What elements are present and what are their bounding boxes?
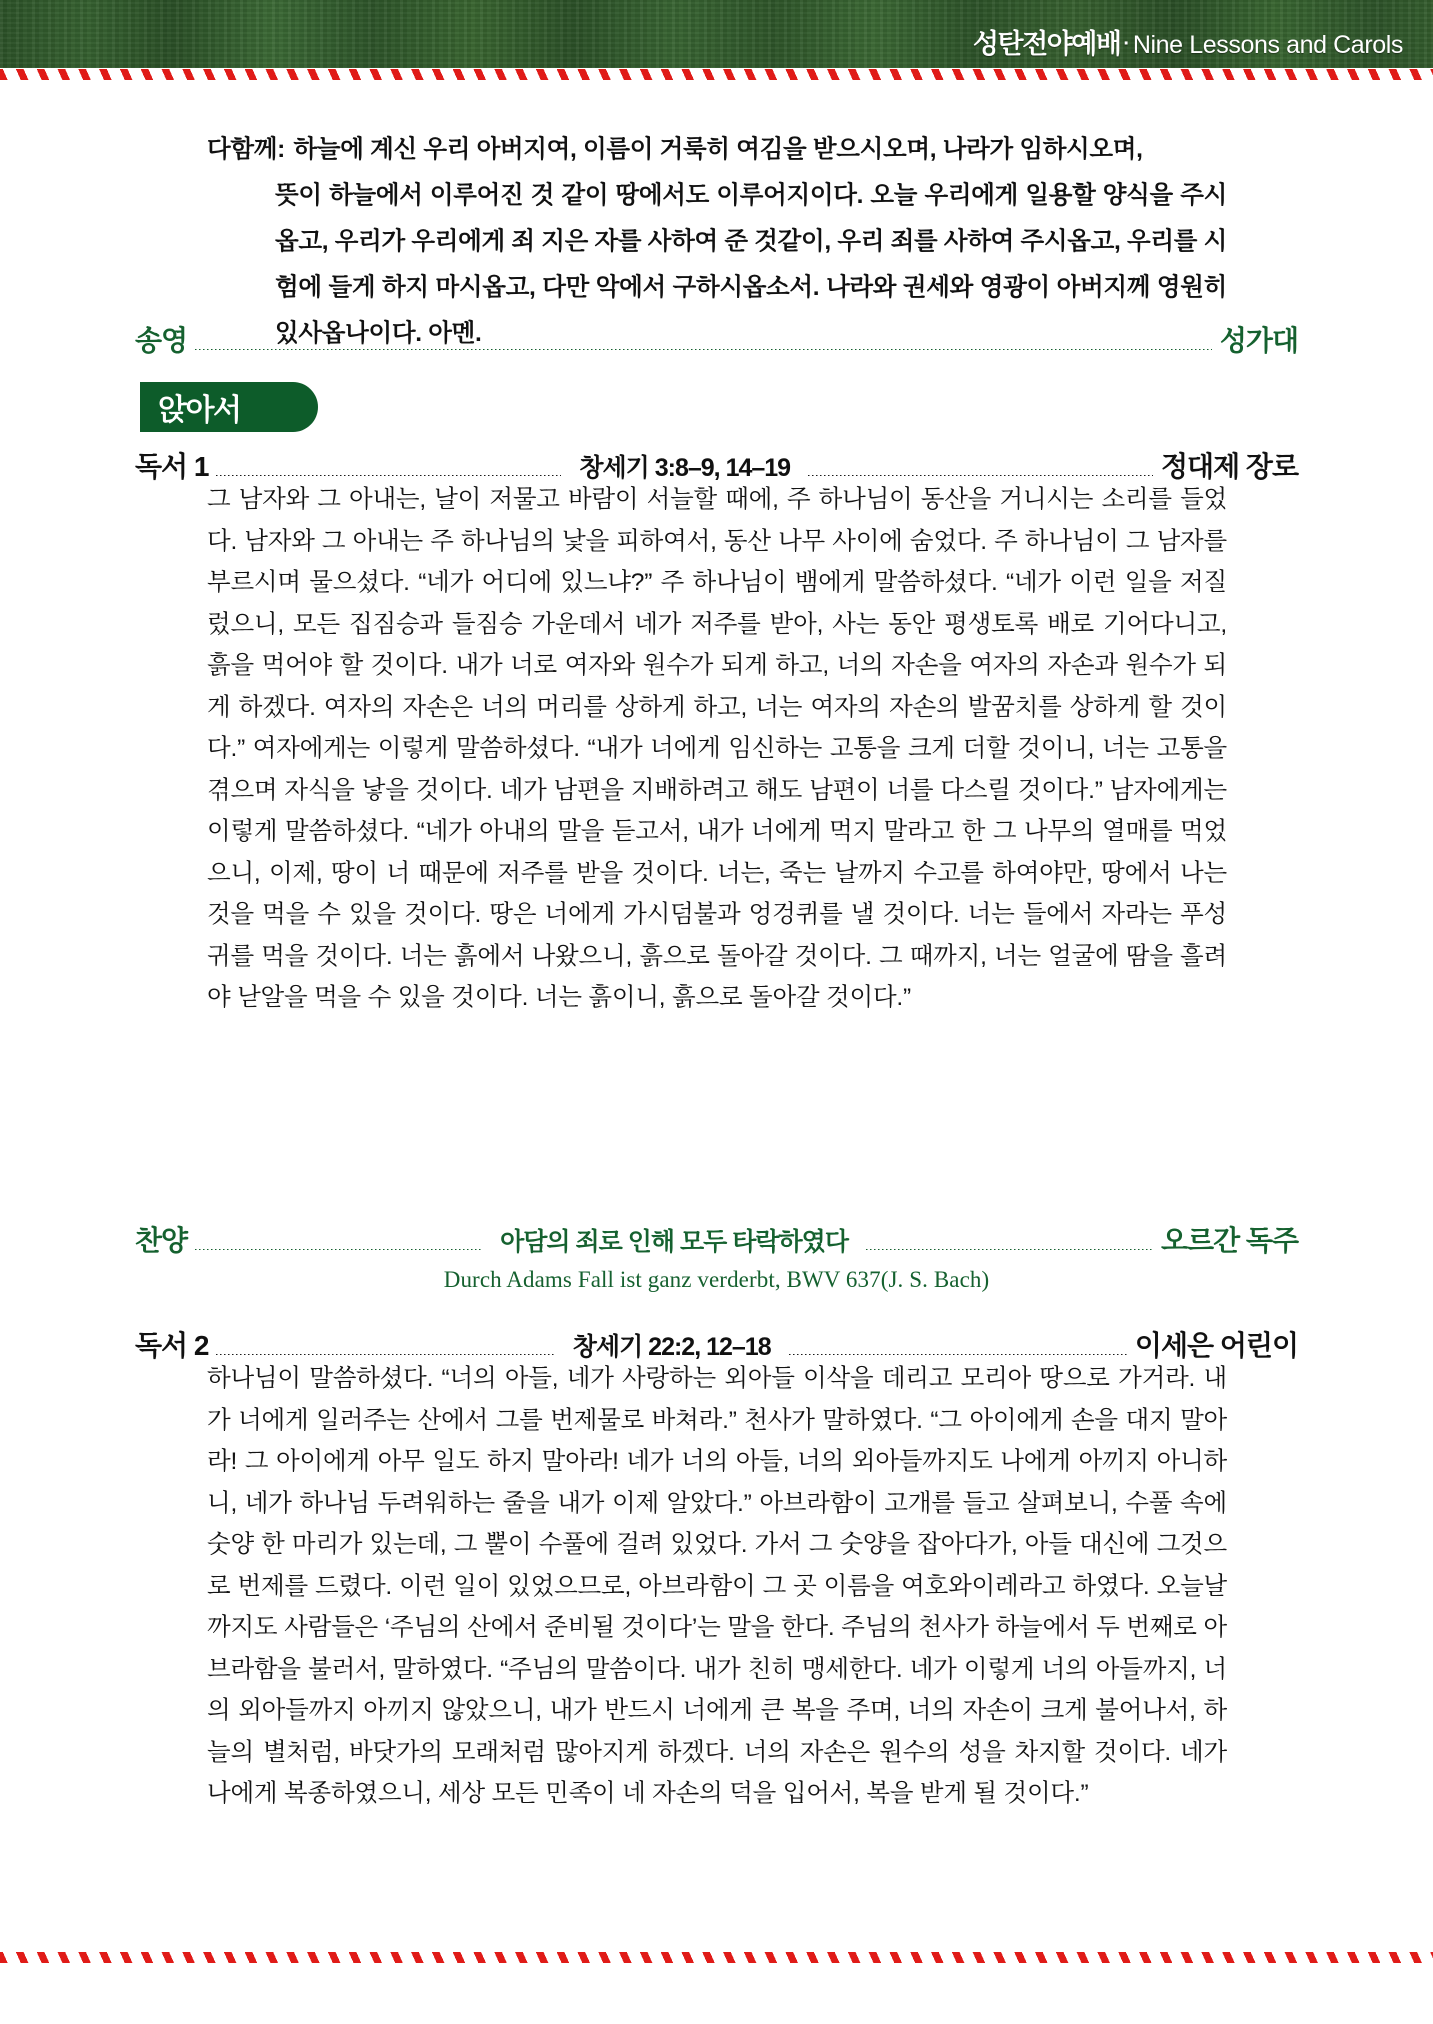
lesson1-scripture-text: 그 남자와 그 아내는, 날이 저물고 바람이 서늘할 때에, 주 하나님이 동산을 거니시는 소리를 들었다. 남자와 그 아내는 주 하나님의 낯을 피하여서, 동산 나무 사이에 숨었다. 주 하나님이 그 남자를 부르시며 물으셨다. “네가 어디에 있느냐?” 주 하나님이 뱀에게 말씀하셨다. “네가 이런 일을 저질렀으니, 모든 집짐승과 들짐승 가운데서 네가 저주를 받아, 사는 동안 평생토록 배로 기어다니고, 흙을 먹어야 할 것이다. 내가 너로 여자와 원수가 되게 하고, 너의 자손을 여자의 자손과 원수가 되게 하겠다. 여자의 자손은 너의 머리를 상하게 하고, 너는 여자의 자손의 발꿈치를 상하게 할 것이다.” 여자에게는 이렇게 말씀하셨다. “내가 너에게 임신하는 고통을 크게 더할 것이니, 너는 고통을 겪으며 자식을 낳을 것이다. 네가 남편을 지배하려고 해도 남편이 너를 다스릴 것이다.” 남자에게는 이렇게 말씀하셨다. “네가 아내의 말을 듣고서, 내가 너에게 먹지 말라고 한 그 나무의 열매를 먹었으니, 이제, 땅이 너 때문에 저주를 받을 것이다. 너는, 죽는 날까지 수고를 하여야만, 땅에서 나는 것을 먹을 수 있을 것이다. 땅은 너에게 가시덤불과 엉겅퀴를 낼 것이다. 너는 들에서 자라는 푸성귀를 먹을 것이다. 너는 흙에서 나왔으니, 흙으로 돌아갈 것이다. 그 때까지, 너는 얼굴에 땀을 흘려야 낟알을 먹을 수 있을 것이다. 너는 흙이니, 흙으로 돌아갈 것이다.” bbox=[207, 486, 1227, 1011]
header-title-korean: 성탄전야예배 bbox=[972, 29, 1121, 59]
posture-badge-label: 앉아서 bbox=[158, 394, 241, 427]
candy-stripe-divider-bottom bbox=[0, 1951, 1433, 1964]
hymn-original-subtitle: Durch Adams Fall ist ganz verderbt, BWV 637(J. S. Bach) bbox=[443, 1267, 990, 1292]
lesson2-scripture-text: 하나님이 말씀하셨다. “너의 아들, 네가 사랑하는 외아들 이삭을 데리고 모리아 땅으로 가거라. 내가 너에게 일러주는 산에서 그를 번제물로 바쳐라.” 천사가 말하였다. “그 아이에게 손을 대지 말아라! 그 아이에게 아무 일도 하지 말아라! 네가 너의 아들, 너의 외아들까지도 나에게 아끼지 아니하니, 네가 하나님 두려워하는 줄을 내가 이제 알았다.” 아브라함이 고개를 들고 살펴보니, 수풀 속에 숫양 한 마리가 있는데, 그 뿔이 수풀에 걸려 있었다. 가서 그 숫양을 잡아다가, 아들 대신에 그것으로 번제를 드렸다. 이런 일이 있었으므로, 아브라함이 그 곳 이름을 여호와이레라고 하였다. 오늘날까지도 사람들은 ‘주님의 산에서 준비될 것이다’는 말을 한다. 주님의 천사가 하늘에서 두 번째로 아브라함을 불러서, 말하였다. “주님의 말씀이다. 내가 친히 맹세한다. 네가 이렇게 너의 아들까지, 너의 외아들까지 아끼지 않았으니, 내가 반드시 너에게 큰 복을 주며, 너의 자손이 크게 불어나서, 하늘의 별처럼, 바닷가의 모래처럼 많아지게 하겠다. 너의 자손은 원수의 성을 차지할 것이다. 네가 나에게 복종하였으니, 세상 모든 민족이 네 자손의 덕을 입어서, 복을 받게 될 것이다.” bbox=[207, 1365, 1228, 1807]
lesson1-reference: 창세기 3:8–9, 14–19 bbox=[579, 454, 791, 482]
lesson1-reader: 정대제 장로 bbox=[1160, 451, 1299, 482]
leader-dots bbox=[866, 1249, 1153, 1250]
lords-prayer-rest: 뜻이 하늘에서 이루어진 것 같이 땅에서도 이루어지이다. 오늘 우리에게 일용할 양식을 주시옵고, 우리가 우리에게 죄 지은 자를 사하여 준 것같이, 우리 죄를 사하여 주시옵고, 우리를 시험에 들게 하지 마시옵고, 다만 악에서 구하시옵소서. 나라와 권세와 영광이 아버지께 영원히 있사옵나이다. 아멘. bbox=[275, 182, 1227, 347]
posture-badge-sit bbox=[140, 382, 318, 432]
order-row-doxology bbox=[135, 319, 1298, 359]
lords-prayer-lead: 다함께: bbox=[207, 136, 285, 163]
hymn-performer: 오르간 독주 bbox=[1160, 1225, 1298, 1256]
lesson1-label: 독서 1 bbox=[135, 451, 209, 482]
leader-dots bbox=[195, 1249, 482, 1250]
order-row-hymn bbox=[135, 1219, 1298, 1259]
doxology-label: 송영 bbox=[135, 325, 188, 356]
leader-dots bbox=[216, 475, 561, 476]
header-title-english: Nine Lessons and Carols bbox=[1132, 31, 1403, 59]
hymn-label: 찬양 bbox=[135, 1225, 188, 1256]
page-header-title bbox=[973, 22, 1403, 61]
leader-dots bbox=[195, 349, 1212, 350]
lesson2-reader: 이세은 어린이 bbox=[1134, 1330, 1298, 1361]
doxology-person: 성가대 bbox=[1219, 325, 1298, 356]
lesson2-reference: 창세기 22:2, 12–18 bbox=[572, 1333, 771, 1361]
leader-dots bbox=[789, 1354, 1127, 1355]
hymn-title: 아담의 죄로 인해 모두 타락하였다 bbox=[500, 1228, 848, 1256]
leader-dots bbox=[216, 1354, 554, 1355]
header-title-separator: · bbox=[1123, 33, 1130, 55]
lesson2-label: 독서 2 bbox=[135, 1330, 209, 1361]
bulletin-page-body bbox=[0, 79, 1433, 1951]
leader-dots bbox=[808, 475, 1153, 476]
lords-prayer-line1: 하늘에 계신 우리 아버지여, 이름이 거룩히 여김을 받으시오며, 나라가 임하시오며, bbox=[286, 136, 1143, 163]
